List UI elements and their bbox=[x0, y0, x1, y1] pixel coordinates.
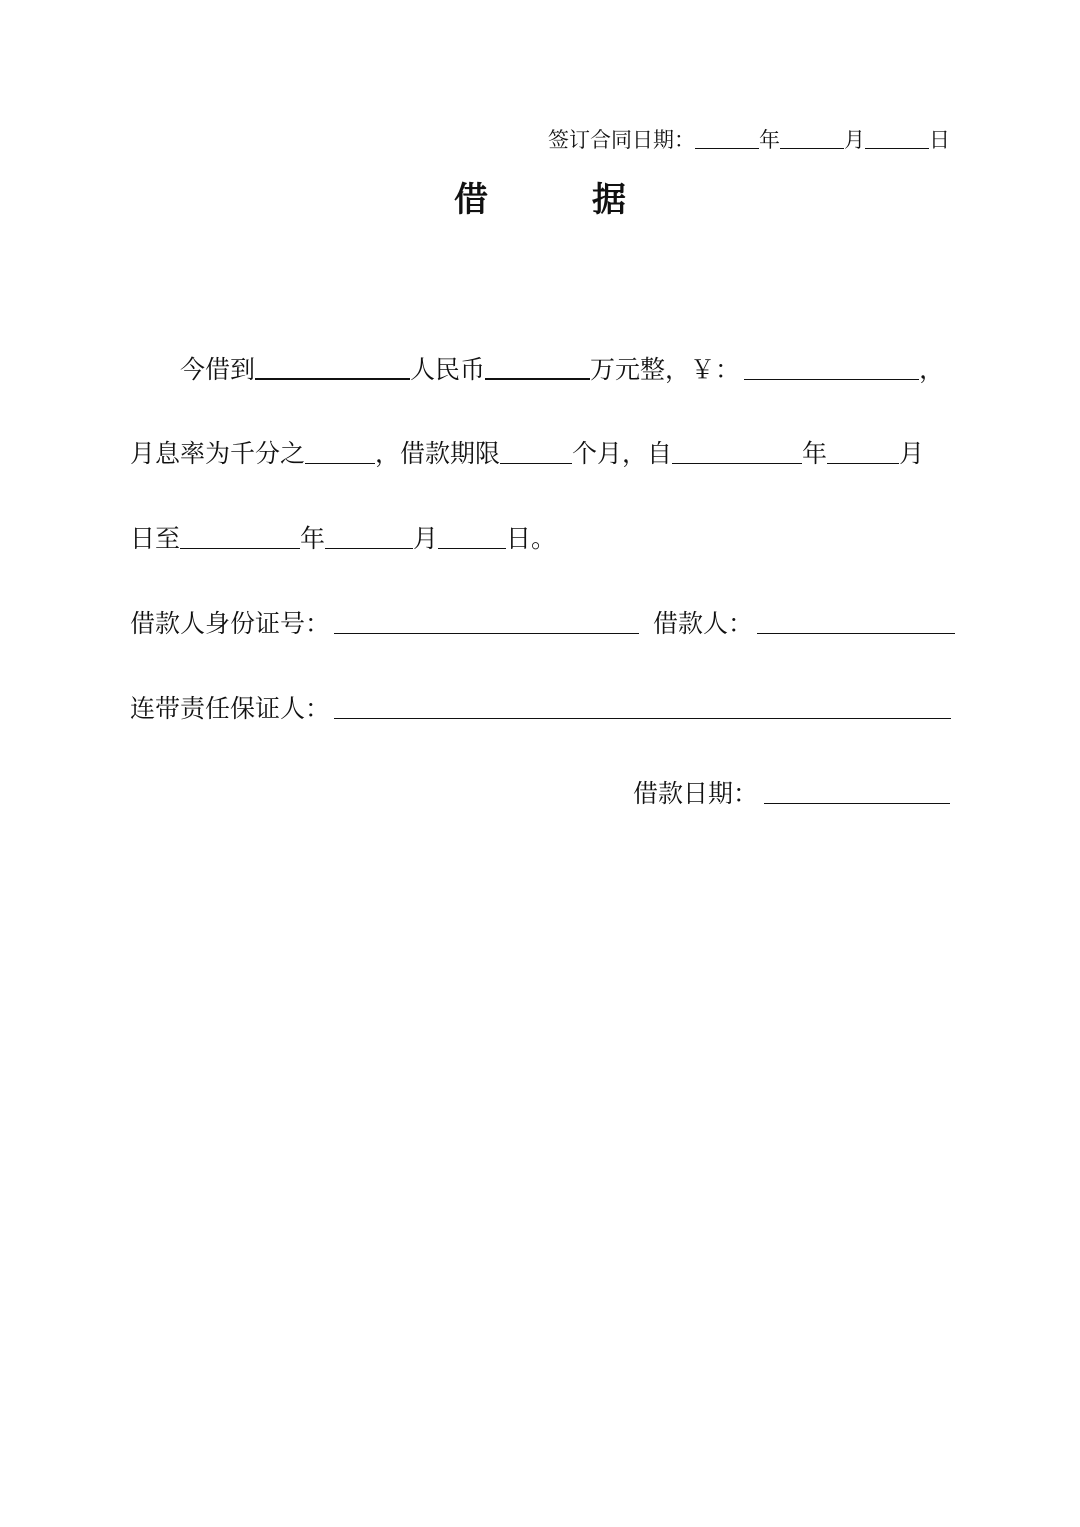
end-date-line bbox=[130, 519, 556, 555]
amount-yen-blank[interactable] bbox=[744, 378, 919, 380]
borrower-id-blank[interactable] bbox=[334, 632, 639, 634]
line1-comma: ， bbox=[919, 355, 945, 384]
start-year-blank[interactable] bbox=[672, 462, 802, 464]
rmb-label: 人民币 bbox=[410, 355, 486, 384]
end-day-label: 日。 bbox=[506, 524, 557, 553]
loan-term-label: ，借款期限 bbox=[375, 439, 501, 468]
loan-amount-line bbox=[180, 350, 944, 386]
sign-date-label: 签订合同日期： bbox=[548, 128, 695, 152]
day-to-label: 日至 bbox=[130, 524, 181, 553]
end-month-blank[interactable] bbox=[325, 547, 413, 549]
end-month-label: 月 bbox=[413, 524, 439, 553]
loan-date-line bbox=[633, 774, 950, 810]
borrower-label: 借款人： bbox=[653, 609, 754, 638]
title-char-2: 据 bbox=[592, 180, 626, 220]
end-day-blank[interactable] bbox=[438, 547, 506, 549]
borrower-id-label: 借款人身份证号： bbox=[130, 609, 331, 638]
sign-year-label: 年 bbox=[759, 128, 780, 152]
loan-date-blank[interactable] bbox=[764, 802, 950, 804]
borrower-id-line bbox=[130, 604, 955, 640]
title-char-1: 借 bbox=[454, 180, 488, 220]
loan-date-label: 借款日期： bbox=[632, 779, 758, 808]
guarantor-label: 连带责任保证人： bbox=[130, 694, 331, 723]
end-year-label: 年 bbox=[300, 524, 326, 553]
interest-term-line bbox=[130, 434, 924, 470]
rate-blank[interactable] bbox=[305, 462, 375, 464]
sign-month-label: 月 bbox=[844, 128, 865, 152]
start-year-label: 年 bbox=[802, 439, 828, 468]
wan-yuan-label: 万元整， bbox=[590, 355, 691, 384]
contract-sign-date bbox=[548, 124, 950, 154]
term-months-blank[interactable] bbox=[500, 462, 572, 464]
sign-day-label: 日 bbox=[929, 128, 950, 152]
borrower-blank[interactable] bbox=[757, 632, 955, 634]
start-month-blank[interactable] bbox=[827, 462, 899, 464]
amount-wan-blank[interactable] bbox=[485, 377, 590, 380]
lender-blank[interactable] bbox=[255, 377, 410, 380]
months-from-label: 个月，自 bbox=[572, 439, 673, 468]
borrowed-from-label: 今借到 bbox=[180, 355, 256, 384]
yen-label: ￥： bbox=[690, 355, 741, 384]
page-title bbox=[0, 172, 1080, 221]
sign-day-blank[interactable] bbox=[865, 147, 929, 149]
start-month-label: 月 bbox=[899, 439, 925, 468]
end-year-blank[interactable] bbox=[180, 547, 300, 549]
monthly-rate-label: 月息率为千分之 bbox=[130, 439, 306, 468]
guarantor-blank[interactable] bbox=[334, 717, 951, 719]
sign-year-blank[interactable] bbox=[695, 147, 759, 149]
guarantor-line bbox=[130, 689, 951, 725]
sign-month-blank[interactable] bbox=[780, 147, 844, 149]
